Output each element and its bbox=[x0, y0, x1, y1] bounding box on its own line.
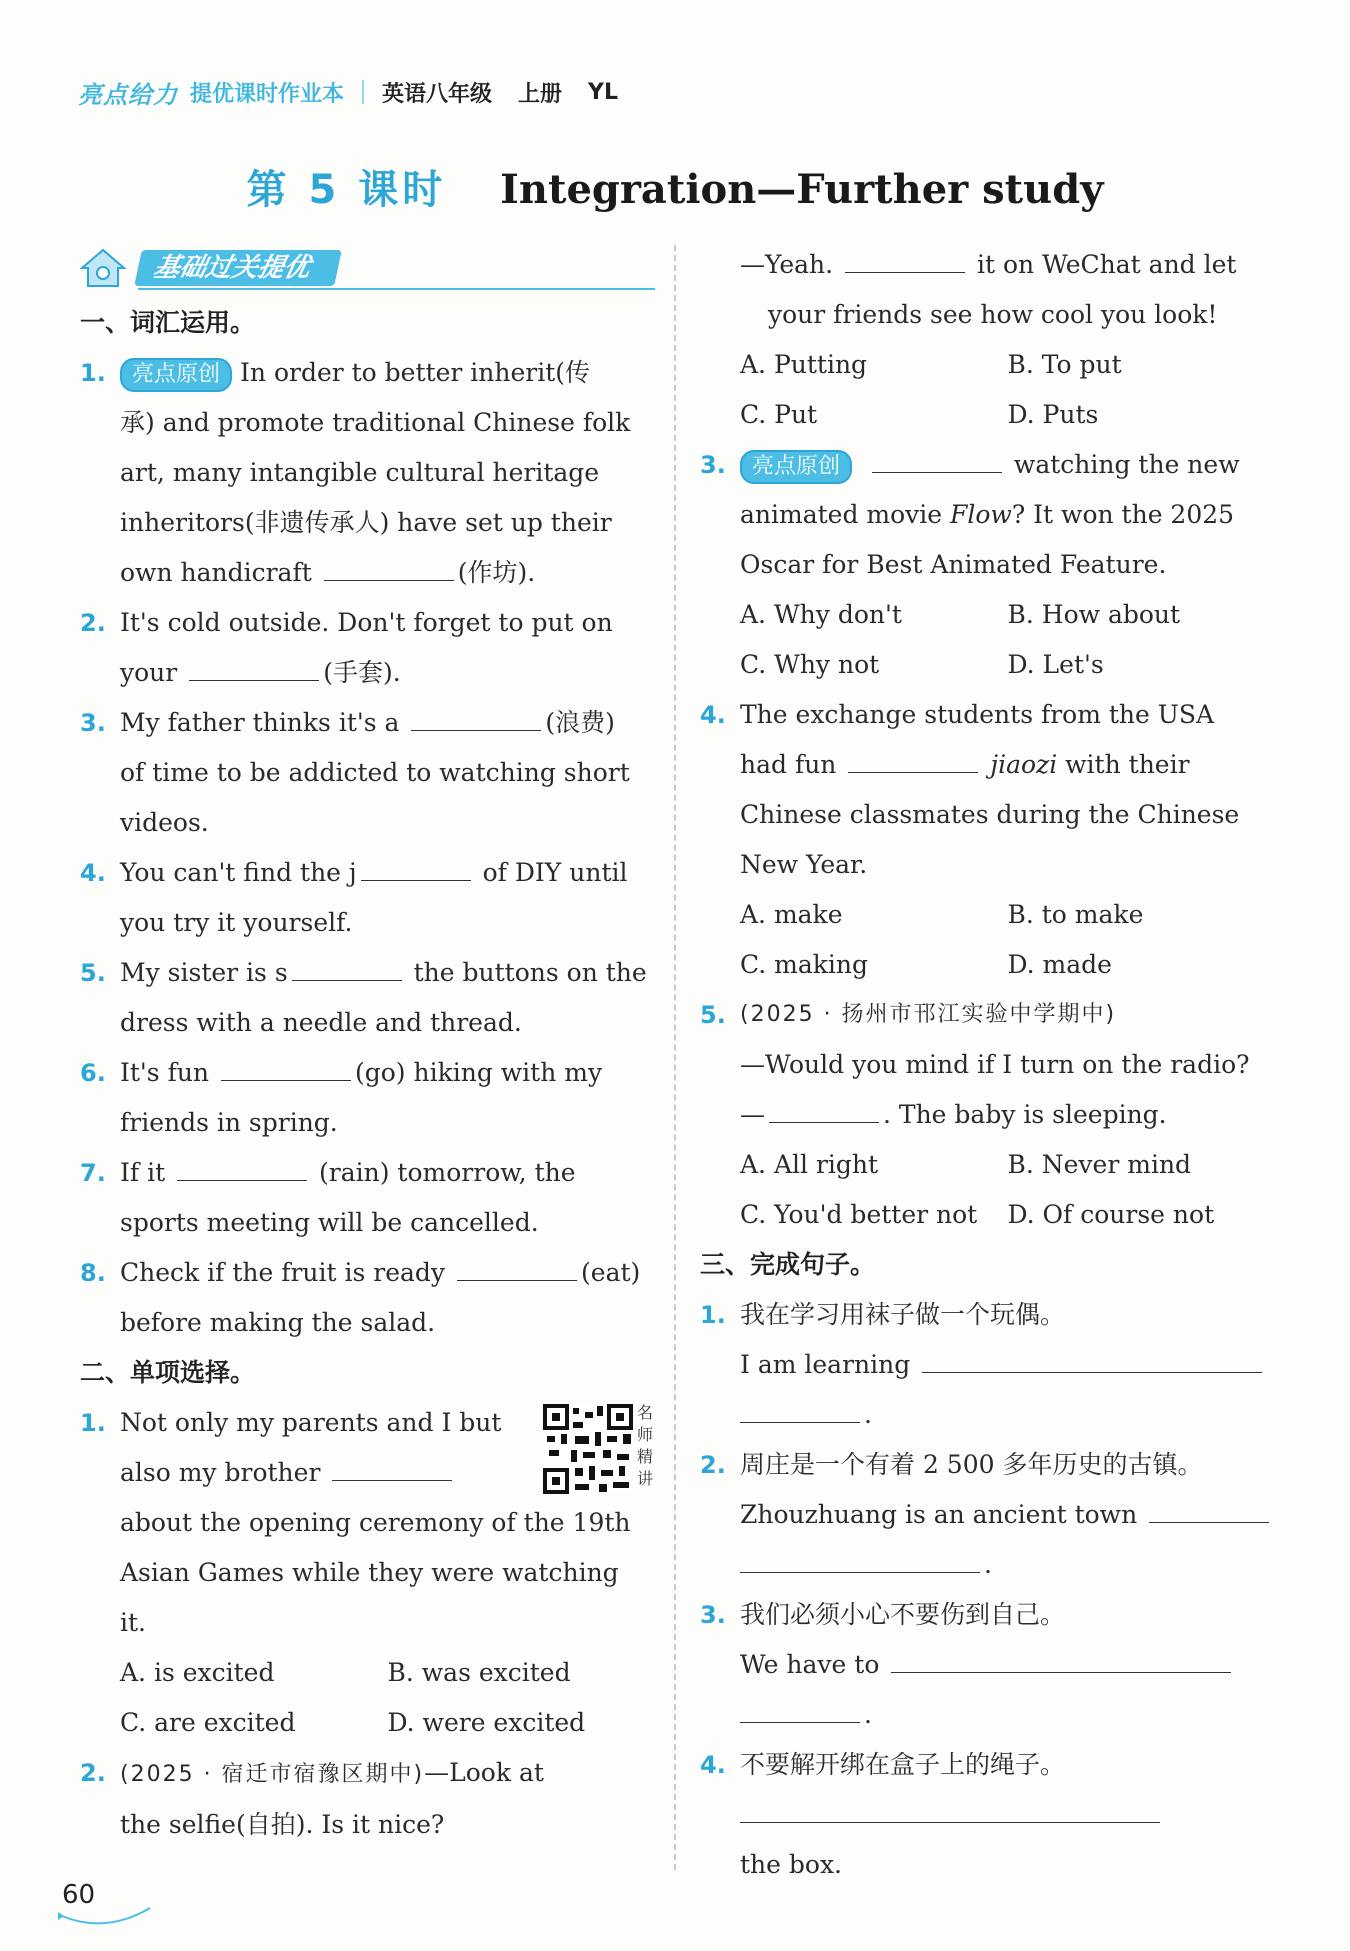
option-b[interactable]: B. How about bbox=[1007, 600, 1181, 629]
question-text: If it bbox=[120, 1158, 166, 1187]
header-subject: 英语八年级 bbox=[382, 81, 493, 107]
option-b[interactable]: B. Never mind bbox=[1007, 1150, 1192, 1179]
question-text: In order to better inherit(传 bbox=[240, 358, 591, 387]
question-number: 3. bbox=[700, 1601, 726, 1629]
question-text: — bbox=[740, 1100, 765, 1129]
question-text: It's cold outside. Don't forget to put on bbox=[120, 608, 613, 637]
banner-label: 基础过关提优 bbox=[134, 250, 342, 286]
section-choice-heading: 二、单项选择。 bbox=[80, 1358, 256, 1387]
option-b[interactable]: B. to make bbox=[1007, 900, 1144, 929]
option-d[interactable]: D. Let's bbox=[1007, 650, 1104, 679]
header-volume: 上册 bbox=[518, 81, 563, 107]
original-tag: 亮点原创 bbox=[740, 450, 852, 484]
question-number: 2. bbox=[80, 1759, 106, 1787]
vocab-question-4 bbox=[80, 848, 655, 948]
question-text: (eat) bbox=[581, 1258, 641, 1287]
question-number: 5. bbox=[80, 959, 106, 987]
answer-blank[interactable] bbox=[922, 1342, 1262, 1373]
question-number: 1. bbox=[700, 1301, 726, 1329]
option-c[interactable]: C. are excited bbox=[120, 1708, 296, 1737]
answer-blank[interactable] bbox=[189, 650, 319, 681]
sentence-question-2 bbox=[700, 1440, 1275, 1590]
question-text: Chinese classmates during the Chinese bbox=[740, 800, 1240, 829]
vocab-question-1 bbox=[80, 348, 655, 598]
answer-blank[interactable] bbox=[740, 1392, 860, 1423]
question-text: —Look at bbox=[424, 1758, 544, 1787]
question-text: 承) and promote traditional Chinese folk bbox=[120, 408, 631, 437]
sentence-prompt: We have to bbox=[740, 1650, 880, 1679]
question-source: (2025 · 宿迁市宿豫区期中) bbox=[120, 1762, 425, 1787]
answer-blank[interactable] bbox=[457, 1250, 577, 1281]
question-number: 5. bbox=[700, 1001, 726, 1029]
question-number: 4. bbox=[700, 701, 726, 729]
choice-question-5 bbox=[700, 990, 1275, 1140]
choice-question-2 bbox=[80, 1748, 655, 1850]
question-text: You can't find the j bbox=[120, 858, 357, 887]
question-text: —Yeah. bbox=[740, 250, 834, 279]
sentence-question-1 bbox=[700, 1290, 1275, 1440]
question-text: My father thinks it's a bbox=[120, 708, 400, 737]
question-number: 4. bbox=[700, 1751, 726, 1779]
sentence-prompt: the box. bbox=[740, 1850, 842, 1879]
question-text: It's fun bbox=[120, 1058, 210, 1087]
vocab-question-3 bbox=[80, 698, 655, 848]
sentence-question-3 bbox=[700, 1590, 1275, 1740]
question-number: 1. bbox=[80, 1409, 106, 1437]
question-text: . The baby is sleeping. bbox=[883, 1100, 1167, 1129]
answer-blank[interactable] bbox=[740, 1792, 1160, 1823]
option-b[interactable]: B. To put bbox=[1007, 350, 1122, 379]
banner-underline bbox=[138, 288, 655, 290]
question-text: art, many intangible cultural heritage bbox=[120, 458, 600, 487]
sentence-prompt: I am learning bbox=[740, 1350, 911, 1379]
option-b[interactable]: B. was excited bbox=[387, 1658, 571, 1687]
chinese-sentence: 周庄是一个有着 2 500 多年历史的古镇。 bbox=[740, 1450, 1203, 1479]
lesson-number: 第 5 课时 bbox=[246, 167, 447, 213]
choice-question-4 bbox=[700, 690, 1275, 890]
section-vocabulary-heading: 一、词汇运用。 bbox=[80, 308, 256, 337]
vocab-question-2 bbox=[80, 598, 655, 698]
question-text: of DIY until bbox=[482, 858, 628, 887]
page-number-decoration bbox=[56, 1900, 156, 1930]
choice-options-3 bbox=[700, 590, 1275, 690]
answer-blank[interactable] bbox=[845, 242, 965, 273]
option-a[interactable]: A. Putting bbox=[740, 350, 868, 379]
brand-subtitle: 提优课时作业本 bbox=[190, 81, 345, 107]
question-text: the selfie(自拍). Is it nice? bbox=[120, 1810, 445, 1839]
answer-blank[interactable] bbox=[221, 1050, 351, 1081]
option-d[interactable]: D. made bbox=[1007, 950, 1112, 979]
question-text: of time to be addicted to watching short bbox=[120, 758, 630, 787]
chinese-sentence: 不要解开绑在盒子上的绳子。 bbox=[740, 1750, 1066, 1779]
choice-question-2-cont bbox=[700, 240, 1275, 340]
answer-blank[interactable] bbox=[740, 1692, 860, 1723]
question-text: you try it yourself. bbox=[120, 908, 353, 937]
option-c[interactable]: C. You'd better not bbox=[740, 1200, 978, 1229]
choice-options-5 bbox=[700, 1140, 1275, 1240]
option-a[interactable]: A. make bbox=[740, 900, 843, 929]
question-text: Asian Games while they were watching bbox=[120, 1558, 619, 1587]
question-text: (作坊). bbox=[457, 558, 536, 587]
question-text: it on WeChat and let bbox=[977, 250, 1237, 279]
choice-question-3 bbox=[700, 440, 1275, 590]
option-a[interactable]: A. All right bbox=[740, 1150, 879, 1179]
question-text: inheritors(非遗传承人) have set up their bbox=[120, 508, 612, 537]
question-text: videos. bbox=[120, 808, 209, 837]
question-text: your bbox=[120, 658, 178, 687]
question-text: sports meeting will be cancelled. bbox=[120, 1208, 539, 1237]
vocab-question-7 bbox=[80, 1148, 655, 1248]
option-d[interactable]: D. Of course not bbox=[1007, 1200, 1215, 1229]
sentence-prompt: Zhouzhuang is an ancient town bbox=[740, 1500, 1138, 1529]
right-column bbox=[700, 240, 1275, 1890]
answer-blank[interactable] bbox=[891, 1642, 1231, 1673]
option-d[interactable]: D. Puts bbox=[1007, 400, 1099, 429]
page-header bbox=[78, 72, 644, 112]
question-text: had fun bbox=[740, 750, 837, 779]
lesson-topic: Integration—Further study bbox=[500, 166, 1104, 213]
answer-blank[interactable] bbox=[292, 950, 402, 981]
house-icon bbox=[80, 248, 126, 288]
question-text: ? It won the 2025 bbox=[1011, 500, 1235, 529]
question-text: your friends see how cool you look! bbox=[768, 300, 1218, 329]
question-text: about the opening ceremony of the 19th bbox=[120, 1508, 631, 1537]
section-sentence-heading: 三、完成句子。 bbox=[700, 1250, 876, 1279]
question-text: The exchange students from the USA bbox=[740, 700, 1215, 729]
option-a[interactable]: A. Why don't bbox=[740, 600, 902, 629]
column-divider bbox=[674, 245, 676, 1870]
answer-blank[interactable] bbox=[872, 442, 1002, 473]
question-text: with their bbox=[1065, 750, 1190, 779]
original-tag: 亮点原创 bbox=[120, 358, 232, 392]
question-text: watching the new bbox=[1013, 450, 1240, 479]
page-number: 60 bbox=[62, 1880, 96, 1910]
answer-blank[interactable] bbox=[332, 1450, 452, 1481]
question-number: 4. bbox=[80, 859, 106, 887]
question-text: Oscar for Best Animated Feature. bbox=[740, 550, 1167, 579]
choice-options-4 bbox=[700, 890, 1275, 990]
question-text: Not only my parents and I but bbox=[120, 1408, 502, 1437]
question-number: 2. bbox=[80, 609, 106, 637]
header-divider bbox=[362, 80, 364, 104]
left-column bbox=[80, 240, 655, 1850]
sentence-question-4 bbox=[700, 1740, 1275, 1890]
answer-blank[interactable] bbox=[324, 550, 454, 581]
question-text: the buttons on the bbox=[413, 958, 647, 987]
question-number: 3. bbox=[700, 451, 726, 479]
question-text: My sister is s bbox=[120, 958, 288, 987]
movie-title: Flow bbox=[950, 500, 1012, 529]
page-title bbox=[0, 158, 1350, 215]
chinese-sentence: 我们必须小心不要伤到自己。 bbox=[740, 1600, 1066, 1629]
answer-blank[interactable] bbox=[1149, 1492, 1269, 1523]
question-number: 2. bbox=[700, 1451, 726, 1479]
question-text: animated movie bbox=[740, 500, 943, 529]
question-number: 3. bbox=[80, 709, 106, 737]
question-text: (手套). bbox=[323, 658, 401, 687]
answer-blank[interactable] bbox=[361, 850, 471, 881]
question-text: —Would you mind if I turn on the radio? bbox=[740, 1050, 1250, 1079]
choice-options-1 bbox=[80, 1648, 655, 1748]
choice-options-2 bbox=[700, 340, 1275, 440]
brand-logo: 亮点给力 bbox=[78, 80, 178, 109]
answer-blank[interactable] bbox=[848, 742, 978, 773]
header-edition: YL bbox=[588, 79, 618, 105]
answer-blank[interactable] bbox=[740, 1542, 980, 1573]
question-text: dress with a needle and thread. bbox=[120, 1008, 522, 1037]
question-text: New Year. bbox=[740, 850, 868, 879]
question-text: (rain) tomorrow, the bbox=[319, 1158, 576, 1187]
qr-code-icon[interactable] bbox=[543, 1404, 633, 1494]
question-text: (go) hiking with my bbox=[354, 1058, 603, 1087]
section-banner bbox=[80, 240, 655, 294]
sentence-end: . bbox=[984, 1550, 992, 1579]
question-number: 1. bbox=[80, 359, 106, 387]
option-c[interactable]: C. Put bbox=[740, 400, 818, 429]
qr-code-label: 名师精讲 bbox=[637, 1403, 654, 1488]
question-text: it. bbox=[120, 1608, 146, 1637]
question-text: also my brother bbox=[120, 1458, 321, 1487]
answer-blank[interactable] bbox=[769, 1092, 879, 1123]
question-text: jiaozi bbox=[990, 750, 1058, 779]
question-text: own handicraft bbox=[120, 558, 312, 587]
choice-question-1 bbox=[80, 1398, 655, 1648]
question-number: 7. bbox=[80, 1159, 106, 1187]
question-text: Check if the fruit is ready bbox=[120, 1258, 446, 1287]
option-d[interactable]: D. were excited bbox=[387, 1708, 586, 1737]
option-c[interactable]: C. making bbox=[740, 950, 868, 979]
vocab-question-5 bbox=[80, 948, 655, 1048]
question-text: (浪费) bbox=[545, 708, 615, 737]
question-number: 8. bbox=[80, 1259, 106, 1287]
answer-blank[interactable] bbox=[177, 1150, 307, 1181]
option-a[interactable]: A. is excited bbox=[120, 1658, 275, 1687]
vocab-question-6 bbox=[80, 1048, 655, 1148]
chinese-sentence: 我在学习用袜子做一个玩偶。 bbox=[740, 1300, 1066, 1329]
answer-blank[interactable] bbox=[411, 700, 541, 731]
sentence-end: . bbox=[864, 1700, 872, 1729]
option-c[interactable]: C. Why not bbox=[740, 650, 880, 679]
question-number: 6. bbox=[80, 1059, 106, 1087]
question-text: before making the salad. bbox=[120, 1308, 436, 1337]
sentence-end: . bbox=[864, 1400, 872, 1429]
question-source: (2025 · 扬州市邗江实验中学期中) bbox=[740, 1002, 1117, 1027]
question-text: friends in spring. bbox=[120, 1108, 338, 1137]
vocab-question-8 bbox=[80, 1248, 655, 1348]
